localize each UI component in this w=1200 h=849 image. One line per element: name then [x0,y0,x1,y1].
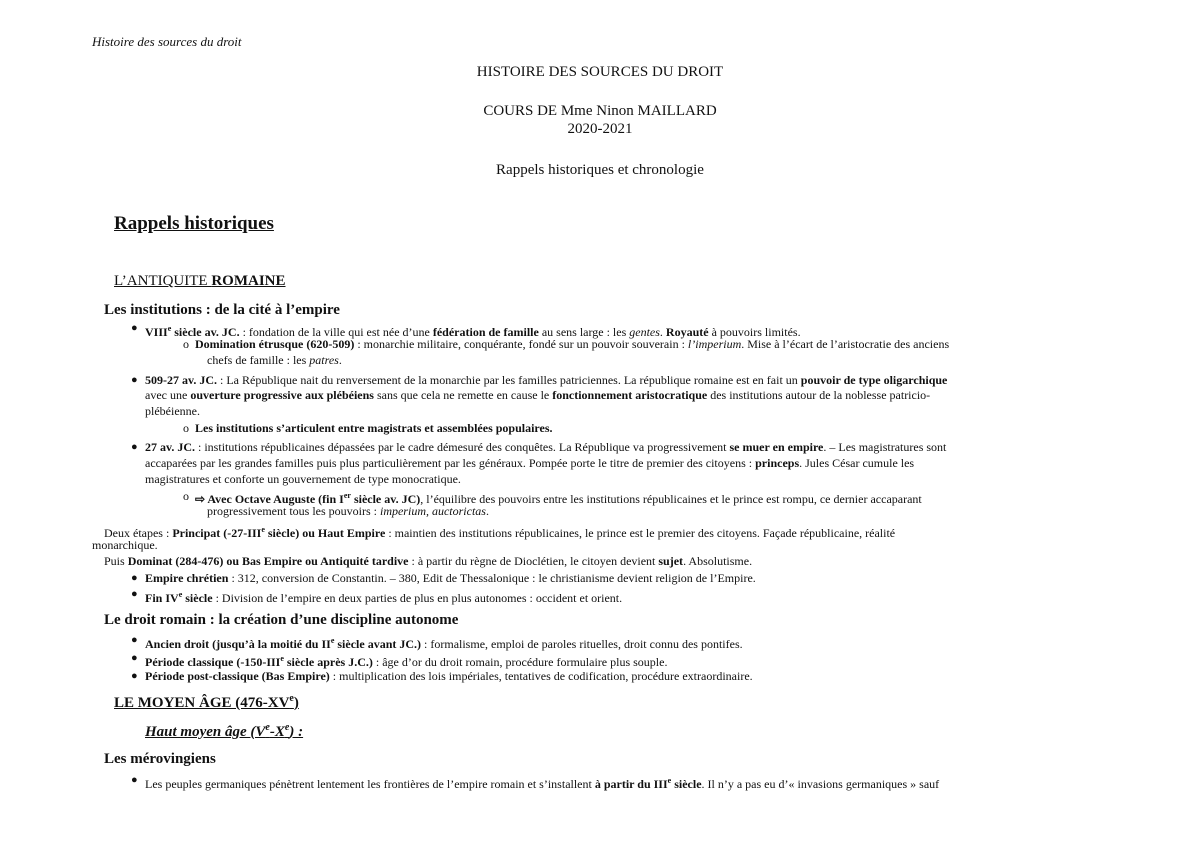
paragraph-deux-etapes: Deux étapes : Principat (-27-IIIe siècle) ou Haut Empire : maintien des institutions républicaines, le prince est le premier des citoyens. Façade républicaine, réalité [104,525,896,540]
bullet-marker: ● [131,572,138,584]
sub-bullet-marker: o [183,337,189,351]
bullet-marker: ● [131,634,138,646]
list-item-continuation: accaparées par les grandes familles puis plus particulièrement par les généraux. Pompée porte le titre de premier des citoyens : princeps. Jules César cumule les [145,456,915,470]
heading-moyen-age: LE MOYEN ÂGE (476-XVe) [114,693,299,711]
arrow-icon: ⇨ [195,492,206,506]
list-item: Les institutions s’articulent entre magistrats et assemblées populaires. [195,421,553,435]
bullet-marker: ● [131,588,138,600]
bullet-marker: ● [131,774,138,786]
list-item-continuation: plébéienne. [145,404,200,418]
bullet-marker: ● [131,441,138,453]
bullet-marker: ● [131,374,138,386]
heading-institutions: Les institutions : de la cité à l’empire [104,302,340,318]
list-item-continuation: magistratures et conforte un gouvernement de type monocratique. [145,472,461,486]
heading-merovingiens: Les mérovingiens [104,751,216,767]
list-item: Période post-classique (Bas Empire) : multiplication des lois impériales, tentatives de codification, procédure extraordinaire. [145,669,753,683]
heading-droit-romain: Le droit romain : la création d’une discipline autonome [104,612,459,628]
year-line: 2020-2021 [567,121,633,137]
heading-antiquite-romaine: L’ANTIQUITE ROMAINE [114,273,286,289]
list-item: 509-27 av. JC. : La République nait du renversement de la monarchie par les familles patriciennes. La république romaine est en fait un pouvoir de type oligarchique [145,373,948,387]
paragraph-puis: Puis Dominat (284-476) ou Bas Empire ou Antiquité tardive : à partir du règne de Dioclétien, le citoyen devient sujet. Absolutisme. [104,554,753,568]
list-item: Fin IVe siècle : Division de l’empire en deux parties de plus en plus autonomes : occident et orient. [145,590,623,605]
paragraph-continuation: monarchique. [92,538,158,552]
subtitle: Rappels historiques et chronologie [496,162,704,178]
heading-haut-moyen-age: Haut moyen âge (Ve-Xe) : [145,722,304,740]
list-item: VIIIe siècle av. JC. : fondation de la ville qui est née d’une fédération de famille au sens large : les gentes. Royauté à pouvoirs limités. [145,324,801,339]
sub-bullet-marker: o [183,421,189,435]
bullet-marker: ● [131,670,138,682]
document-title: HISTOIRE DES SOURCES DU DROIT [476,64,724,80]
list-item-continuation: avec une ouverture progressive aux plébéiens sans que cela ne remette en cause le fonctionnement aristocratique des institutions autour de la noblesse patricio- [145,388,931,402]
section-heading-rappels: Rappels historiques [114,213,274,234]
bullet-marker: ● [131,322,138,334]
list-item: 27 av. JC. : institutions républicaines dépassées par le cadre démesuré des conquêtes. La République va progressivement se muer en empire. – Les magistratures sont [145,440,947,454]
bullet-marker: ● [131,652,138,664]
list-item: Période classique (-150-IIIe siècle après J.C.) : âge d’or du droit romain, procédure formulaire plus souple. [145,654,668,669]
list-item: Domination étrusque (620-509) : monarchie militaire, conquérante, fondé sur un pouvoir souverain : l’imperium. Mise à l’écart de l’aristocratie des anciens [195,337,950,351]
sub-bullet-marker: o [183,489,189,503]
course-line: COURS DE Mme Ninon MAILLARD [483,103,717,119]
list-item: Les peuples germaniques pénètrent lentement les frontières de l’empire romain et s’installent à partir du IIIe siècle. Il n’y a pas eu d’« invasions germaniques » sauf [145,776,940,791]
list-item: ⇨ Avec Octave Auguste (fin Ier siècle av. JC), l’équilibre des pouvoirs entre les institutions républicaines et le prince est rompu, ce dernier accaparant [195,491,922,506]
list-item-continuation: progressivement tous les pouvoirs : imperium, auctorictas. [207,504,489,518]
list-item: Empire chrétien : 312, conversion de Constantin. – 380, Edit de Thessalonique : le christianisme devient religion de l’Empire. [145,571,756,585]
list-item-continuation: chefs de famille : les patres. [207,353,342,367]
running-header: Histoire des sources du droit [92,34,242,49]
list-item: Ancien droit (jusqu’à la moitié du IIe siècle avant JC.) : formalisme, emploi de paroles rituelles, droit connu des pontifes. [145,636,743,651]
